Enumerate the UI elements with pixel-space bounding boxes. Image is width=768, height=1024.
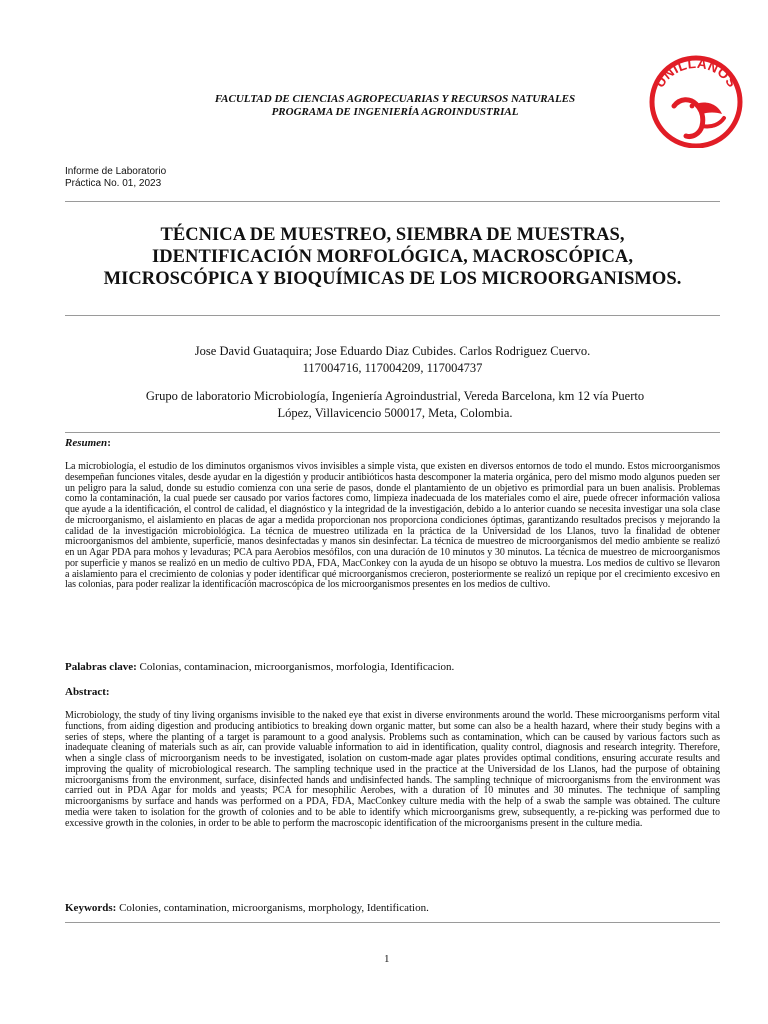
resumen-label: Resumen — [65, 437, 108, 449]
palabras-clave — [65, 661, 720, 674]
resumen-text: La microbiología, el estudio de los diminutos organismos vivos invisibles a simple vista, que existen en diversos entornos de todo el mundo. Estos microorganismos desempeñan funciones vitales, desde ayudar en la digestión y producir antibióticos hasta descomponer la materia orgánica, pero del mismo modo algunos pueden ser un peligro para la salud, donde su estudio comienza con una serie de pasos, donde el plantamiento de un objetivo es primordial para un buen analisis. Problemas como la contaminación, la cual puede ser causado por varios factores como, limpieza inadecuada de los materiales como el aire, puede ofrecer información valiosa que ayude a la identificación, el control de calidad, el diagnóstico y la integridad de la investigación, debido a lo anterior cuando se necesita investigar una sola clase de microorganismo, el aislamiento en placas de agar a medida proporcionan nos proporciona condiciones óptimas, garantizando resultados precisos y mejorando la calidad de la investigación microbiológica. La técnica de muestreo utilizada en la práctica de la Universidad de los Llanos, tuvo la finalidad de obtener microorganismos del ambiente, superficie, manos desinfectadas y manos sin desinfectar. La técnica de muestreo de microorganismos del medio ambiente se realizó en un Agar PDA para mohos y levaduras; PCA para Aerobios mesófilos, con una duración de 10 minutos y 30 minutos. La técnica de muestreo de microorganismos por superficie y manos se realizó en un medio de cultivo PDA, FDA, MacConkey con la ayuda de un hisopo se obtuvo la muestra. Los medios de cultivo se llevaron a aislamiento para el crecimiento de colonias y poder identificar qué microorganismos crecieron, posteriormente se realizó un repique por el crecimiento excesivo en las colonias, para poder realizar la identificación macroscópica de los microorganismos presentes en los medios de cultivo. — [65, 461, 720, 591]
svg-text:UNILLANOS — [652, 56, 740, 90]
title-line: MICROSCÓPICA Y BIOQUÍMICAS DE LOS MICROORGANISMOS. — [103, 269, 682, 289]
author-names: Jose David Guataquira; Jose Eduardo Diaz Cubides. Carlos Rodriguez Cuervo. — [194, 344, 591, 358]
abstract-heading: Abstract: — [65, 686, 110, 698]
divider — [65, 315, 720, 316]
keywords-text: Colonies, contamination, microorganisms, morphology, Identification. — [119, 902, 429, 914]
report-meta — [65, 166, 166, 190]
unillanos-logo — [646, 54, 746, 148]
affiliation-line: López, Villavicencio 500017, Meta, Colombia. — [277, 406, 513, 420]
divider — [65, 432, 720, 433]
affiliation-line: Grupo de laboratorio Microbiología, Ingeniería Agroindustrial, Vereda Barcelona, km 12 vía Puerto — [145, 389, 645, 403]
program-name: PROGRAMA DE INGENIERÍA AGROINDUSTRIAL — [271, 106, 519, 118]
palabras-clave-label: Palabras clave: — [65, 661, 137, 673]
page-number: 1 — [384, 953, 390, 965]
report-type: Informe de Laboratorio — [65, 166, 167, 177]
logo-wordmark: UNILLANOS — [652, 55, 740, 91]
faculty-header — [120, 93, 670, 119]
abstract-text: Microbiology, the study of tiny living organisms invisible to the naked eye that exist in diverse environments around the world. These microorganisms perform vital functions, from aiding digestion and producing antibiotics to breaking down organic matter, but some can also be a health hazard, where their study begins with a series of steps, where the planting of a target is paramount to a good analysis. Problems such as contamination, which can be caused by various factors such as inadequate cleaning of materials such as air, can provide valuable information to aid in identification, quality control, diagnosis and research integrity. Therefore, when a single class of microorganism needs to be investigated, isolation on custom-made agar plates provides optimal conditions, ensuring accurate results and improving the quality of microbiological research. The sampling technique used in the practice at the Universidad de los Llanos, had the purpose of obtaining microorganisms from the environment, surface, disinfected hands and undisinfected hands. The sampling technique of microorganisms from the environment was carried out in PDA Agar for molds and yeasts; PCA for mesophilic Aerobes, with a duration of 10 minutes and 30 minutes. The technique of sampling microorganisms by surface and hands was performed on a PDA, FDA, MacConkey culture media with the help of a swab the sample was obtained. The culture media were taken to isolation for the growth of colonies and to be able to identify which microorganisms grew, subsequently, a re-picking was performed due to excessive growth in the colonies, in order to be able to perform the macroscopic identification of the microorganisms present in the culture media. — [65, 710, 720, 829]
authors-block — [65, 343, 720, 377]
affiliation-block — [100, 388, 690, 422]
divider — [65, 201, 720, 202]
resumen-heading: Resumen: — [65, 437, 111, 449]
practice-number: Práctica No. 01, 2023 — [65, 178, 162, 189]
title-line: IDENTIFICACIÓN MORFOLÓGICA, MACROSCÓPICA, — [151, 247, 633, 267]
paper-title — [65, 224, 720, 290]
keywords-label: Keywords: — [65, 902, 117, 914]
faculty-name: FACULTAD DE CIENCIAS AGROPECUARIAS Y RECURSOS NATURALES — [214, 93, 576, 105]
keywords — [65, 902, 720, 915]
title-line: TÉCNICA DE MUESTREO, SIEMBRA DE MUESTRAS, — [160, 225, 625, 245]
palabras-clave-text: Colonias, contaminacion, microorganismos, morfologia, Identificacion. — [139, 661, 455, 673]
divider — [65, 922, 720, 923]
author-ids: 117004716, 117004209, 117004737 — [302, 361, 483, 375]
